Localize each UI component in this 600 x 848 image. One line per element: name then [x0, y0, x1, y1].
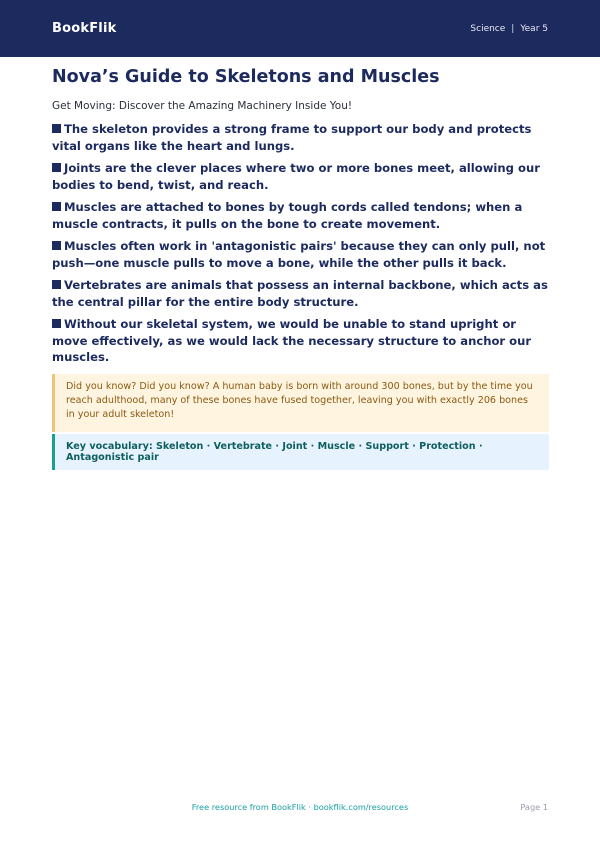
square-bullet-icon	[52, 319, 61, 328]
fact-text: The skeleton provides a strong frame to support our body and protects vital organs like the heart and lungs.	[52, 122, 532, 153]
square-bullet-icon	[52, 280, 61, 289]
fact-text: Without our skeletal system, we would be unable to stand upright or move effectively, as we would lack the necessary structure to anchor our muscles.	[52, 317, 532, 364]
header-meta	[470, 24, 548, 34]
fact-item	[52, 121, 549, 154]
page-number: Page 1	[520, 802, 548, 812]
subject-label: Science	[470, 23, 506, 34]
fact-text: Muscles often work in 'antagonistic pairs' because they can only pull, not push—one muscle pulls to move a bone, while the other pulls it back.	[52, 239, 546, 270]
square-bullet-icon	[52, 202, 61, 211]
brand-logo-text[interactable]: BookFlik	[52, 21, 117, 36]
page-footer	[0, 802, 600, 812]
key-vocabulary-box: Key vocabulary: Skeleton · Vertebrate · Joint · Muscle · Support · Protection · Antagonistic pair	[52, 434, 549, 470]
did-you-know-callout: Did you know? Did you know? A human baby is born with around 300 bones, but by the time you reach adulthood, many of these bones have fused together, leaving you with exactly 206 bones in your adult skeleton!	[52, 374, 549, 432]
fact-item	[52, 277, 549, 310]
fact-list	[52, 121, 549, 366]
square-bullet-icon	[52, 124, 61, 133]
page-title: Nova’s Guide to Skeletons and Muscles	[52, 67, 440, 87]
fact-item	[52, 199, 549, 232]
fact-item	[52, 238, 549, 271]
main-content	[52, 66, 549, 470]
fact-text: Muscles are attached to bones by tough cords called tendons; when a muscle contracts, it pulls on the bone to create movement.	[52, 200, 523, 231]
square-bullet-icon	[52, 163, 61, 172]
year-label: Year 5	[520, 23, 548, 34]
square-bullet-icon	[52, 241, 61, 250]
fact-text: Joints are the clever places where two or more bones meet, allowing our bodies to bend, twist, and reach.	[52, 161, 540, 192]
page-subtitle: Get Moving: Discover the Amazing Machinery Inside You!	[52, 100, 353, 112]
fact-item	[52, 316, 549, 366]
footer-credit-link[interactable]: Free resource from BookFlik · bookflik.com/resources	[191, 802, 409, 812]
meta-separator: |	[511, 23, 515, 34]
fact-text: Vertebrates are animals that possess an internal backbone, which acts as the central pillar for the entire body structure.	[52, 278, 548, 309]
fact-item	[52, 160, 549, 193]
header-bar	[0, 0, 600, 57]
